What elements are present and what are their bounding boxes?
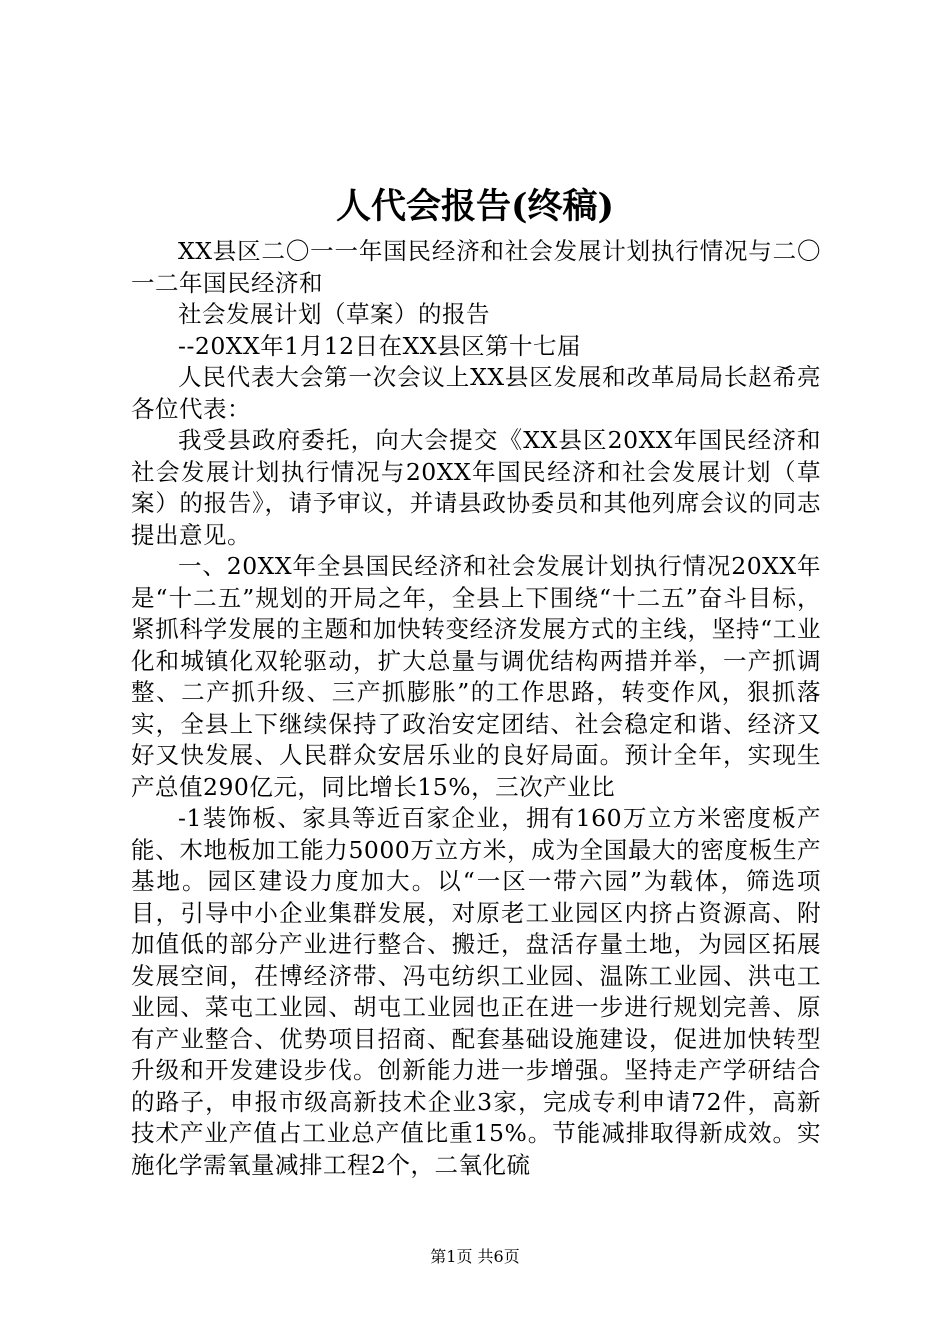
paragraph-section-one: 一、20XX年全县国民经济和社会发展计划执行情况20XX年是“十二五”规划的开局之年，全县上下围绕“十二五”奋斗目标，紧抓科学发展的主题和加快转变经济发展方式的主线，坚持“工业化和城镇化双轮驱动，扩大总量与调优结构两措并举，一产抓调整、二产抓升级、三产抓膨胀”的工作思路，转变作风，狠抓落实，全县上下继续保持了政治安定团结、社会稳定和谐、经济又好又快发展、人民群众安居乐业的良好局面。预计全年，实现生产总值290亿元，同比增长15%，三次产业比	[131, 552, 821, 801]
document-title: 人代会报告(终稿)	[335, 186, 615, 227]
paragraph-report-heading-1: XX县区二〇一一年国民经济和社会发展计划执行情况与二〇一二年国民经济和	[131, 237, 821, 297]
paragraph-report-heading-2: 社会发展计划（草案）的报告	[178, 300, 490, 328]
document-body	[131, 236, 821, 1181]
paragraph-report-speaker: 人民代表大会第一次会议上XX县区发展和改革局局长赵希亮各位代表：	[131, 363, 821, 423]
paragraph-report-date: --20XX年1月12日在XX县区第十七届	[178, 331, 582, 360]
paragraph-introduction: 我受县政府委托，向大会提交《XX县区20XX年国民经济和社会发展计划执行情况与20XX年国民经济和社会发展计划（草案）的报告》，请予审议，并请县政协委员和其他列席会议的同志提出意见。	[131, 426, 821, 549]
page-footer: 第1页 共6页	[430, 1247, 520, 1266]
paragraph-industry-parks: -1装饰板、家具等近百家企业，拥有160万立方米密度板产能、木地板加工能力5000万立方米，成为全国最大的密度板生产基地。园区建设力度加大。以“一区一带六园”为载体，筛选项目，引导中小企业集群发展，对原老工业园区内挤占资源高、附加值低的部分产业进行整合、搬迁，盘活存量土地，为园区拓展发展空间，茌博经济带、冯屯纺织工业园、温陈工业园、洪屯工业园、菜屯工业园、胡屯工业园也正在进一步进行规划完善、原有产业整合、优势项目招商、配套基础设施建设，促进加快转型升级和开发建设步伐。创新能力进一步增强。坚持走产学研结合的路子，申报市级高新技术企业3家，完成专利申请72件，高新技术产业产值占工业总产值比重15%。节能减排取得新成效。实施化学需氧量减排工程2个，二氧化硫	[131, 804, 821, 1179]
